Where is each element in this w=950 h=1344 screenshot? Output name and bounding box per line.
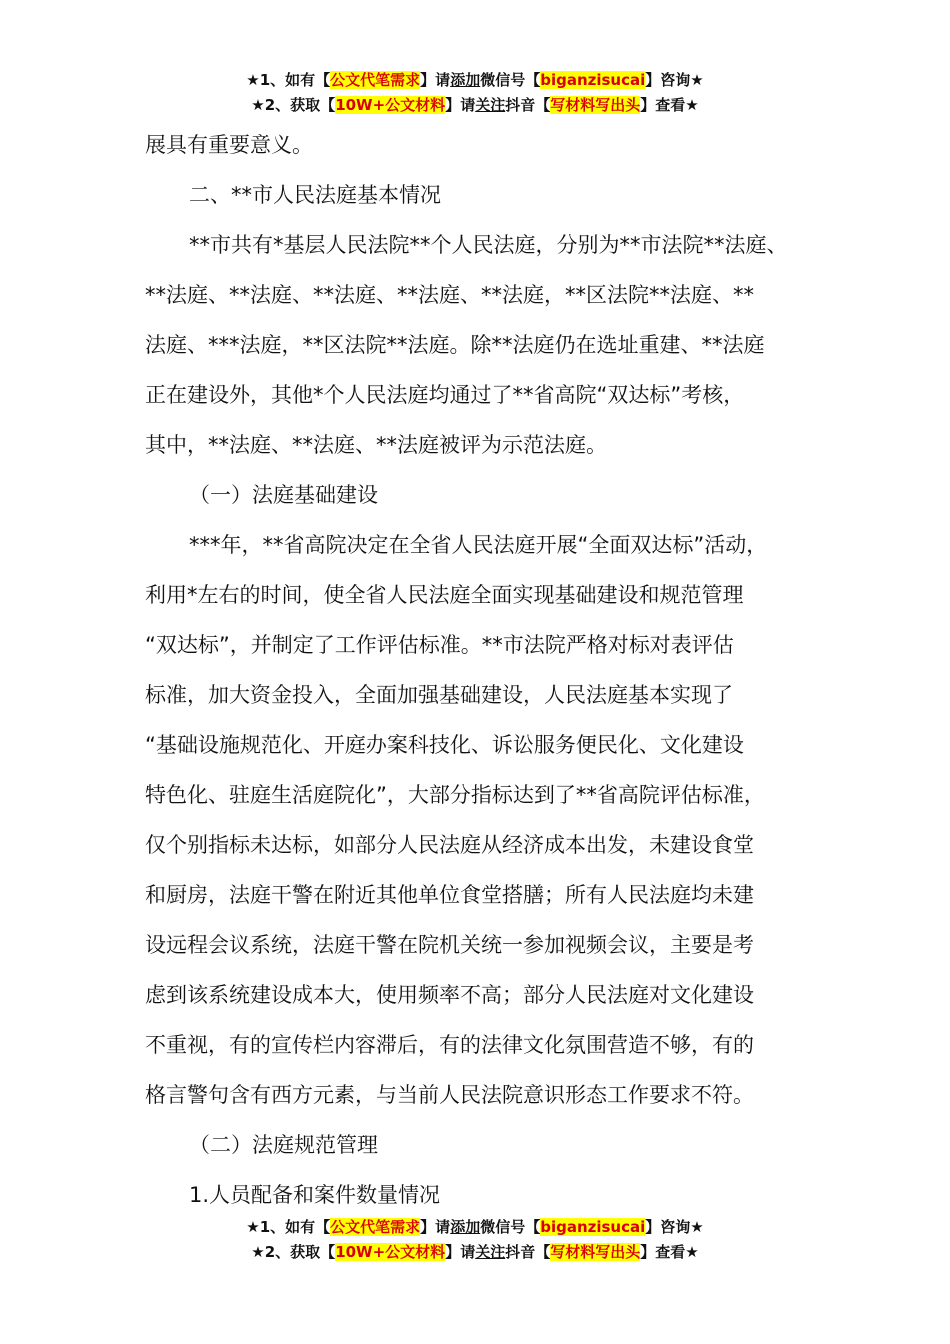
banner-text: ★1、如有【 (246, 1218, 331, 1236)
banner-text: ★1、如有【 (246, 71, 331, 89)
banner-line-1 (0, 1215, 950, 1240)
item-heading: 1.人员配备和案件数量情况 (189, 1183, 441, 1207)
body-line: 设远程会议系统，法庭干警在院机关统一参加视频会议，主要是考 (145, 933, 754, 957)
body-line: 虑到该系统建设成本大，使用频率不高；部分人民法庭对文化建设 (145, 983, 754, 1007)
banner-highlight: 10W+公文材料 (335, 1243, 446, 1261)
body-line: **法庭、**法庭、**法庭、**法庭、**法庭，**区法院**法庭、** (145, 283, 754, 307)
body-line: 法庭、***法庭，**区法院**法庭。除**法庭仍在选址重建、**法庭 (145, 333, 765, 357)
body-line: ***年，**省高院决定在全省人民法庭开展“全面双达标”活动， (189, 533, 768, 557)
banner-emphasis: 关注 (475, 1243, 506, 1261)
banner-emphasis: 添加 (450, 71, 481, 89)
body-line: 标准，加大资金投入，全面加强基础建设，人民法庭基本实现了 (145, 683, 733, 707)
banner-line-1 (0, 68, 950, 93)
banner-text: 微信号【 (480, 71, 541, 89)
footer-banner (0, 1215, 950, 1265)
banner-text: ★2、获取【 (251, 96, 336, 114)
banner-text: 】请 (420, 1218, 451, 1236)
banner-text: 抖音【 (505, 1243, 551, 1261)
body-line: 特色化、驻庭生活庭院化”，大部分指标达到了**省高院评估标准， (145, 783, 765, 807)
banner-highlight: 10W+公文材料 (335, 96, 446, 114)
banner-text: 】咨询★ (645, 1218, 704, 1236)
body-line: 利用*左右的时间，使全省人民法庭全面实现基础建设和规范管理 (145, 583, 744, 607)
body-line: 其中，**法庭、**法庭、**法庭被评为示范法庭。 (145, 433, 607, 457)
body-line: “双达标”，并制定了工作评估标准。**市法院严格对标对表评估 (145, 633, 734, 657)
body-line: 和厨房，法庭干警在附近其他单位食堂搭膳；所有人民法庭均未建 (145, 883, 754, 907)
banner-highlight: 公文代笔需求 (330, 71, 421, 89)
banner-text: 抖音【 (505, 96, 551, 114)
body-line: 仅个别指标未达标，如部分人民法庭从经济成本出发，未建设食堂 (145, 833, 754, 857)
banner-text: 】查看★ (640, 96, 699, 114)
header-banner (0, 68, 950, 118)
banner-emphasis: 添加 (450, 1218, 481, 1236)
subsection-heading: （二）法庭规范管理 (189, 1133, 378, 1157)
banner-highlight: 公文代笔需求 (330, 1218, 421, 1236)
body-line: 正在建设外，其他*个人民法庭均通过了**省高院“双达标”考核， (145, 383, 745, 407)
banner-text: 】查看★ (640, 1243, 699, 1261)
body-line: **市共有*基层人民法院**个人民法庭，分别为**市法院**法庭、 (189, 233, 788, 257)
body-line: 展具有重要意义。 (145, 133, 313, 157)
banner-text: 微信号【 (480, 1218, 541, 1236)
banner-highlight: biganzisucai (540, 71, 646, 89)
body-line: 格言警句含有西方元素，与当前人民法院意识形态工作要求不符。 (145, 1083, 754, 1107)
document-body (145, 120, 835, 1220)
banner-text: ★2、获取【 (251, 1243, 336, 1261)
subsection-heading: （一）法庭基础建设 (189, 483, 378, 507)
banner-text: 】请 (420, 71, 451, 89)
body-line: “基础设施规范化、开庭办案科技化、诉讼服务便民化、文化建设 (145, 733, 744, 757)
banner-line-2 (0, 93, 950, 118)
banner-text: 】咨询★ (645, 71, 704, 89)
body-line: 不重视，有的宣传栏内容滞后，有的法律文化氛围营造不够，有的 (145, 1033, 754, 1057)
section-heading: 二、**市人民法庭基本情况 (189, 183, 441, 207)
banner-highlight: biganzisucai (540, 1218, 646, 1236)
banner-text: 】请 (445, 1243, 476, 1261)
banner-highlight: 写材料写出头 (550, 1243, 641, 1261)
banner-text: 】请 (445, 96, 476, 114)
banner-line-2 (0, 1240, 950, 1265)
banner-emphasis: 关注 (475, 96, 506, 114)
banner-highlight: 写材料写出头 (550, 96, 641, 114)
